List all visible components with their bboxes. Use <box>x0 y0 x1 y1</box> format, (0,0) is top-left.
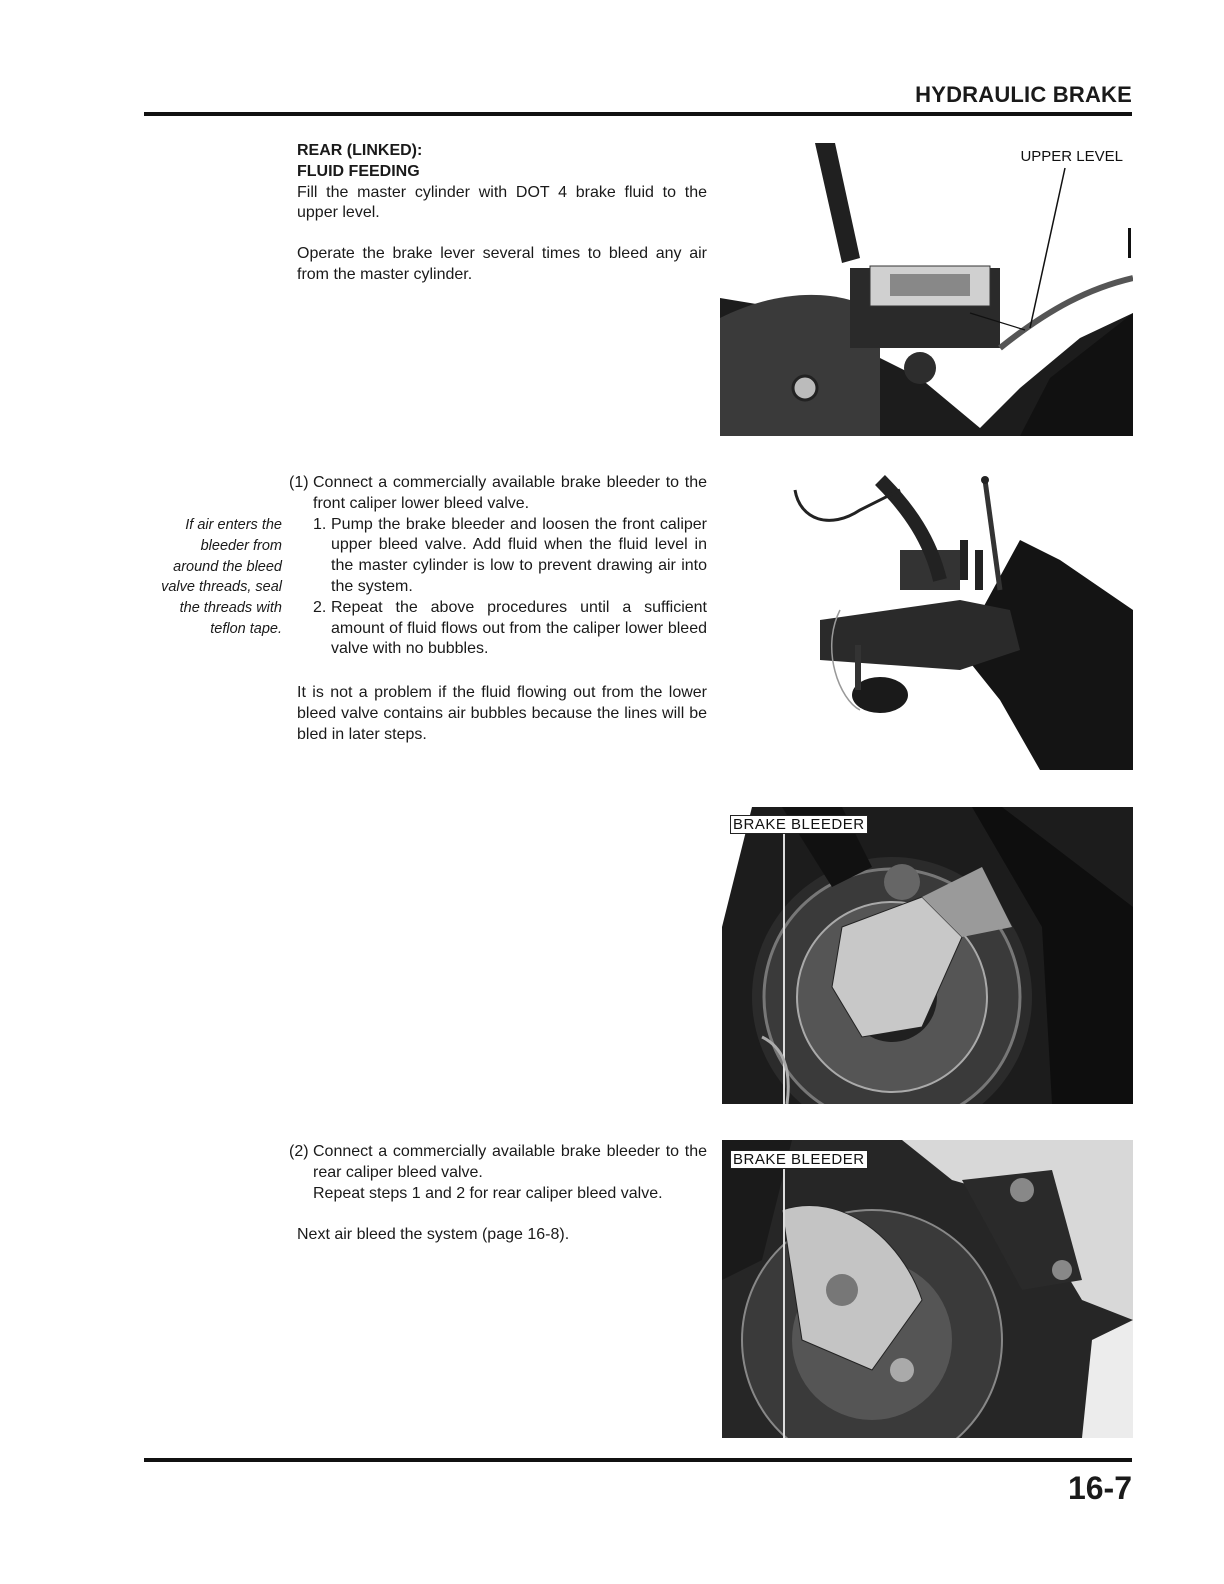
side-note <box>140 515 282 640</box>
step-2-number: (2) <box>289 1143 309 1160</box>
substep-2-number: 2. <box>313 598 327 616</box>
step-2-text: Connect a commercially available brake bleeder to the rear caliper bleed valve. <box>313 1143 707 1181</box>
upper-level-label: UPPER LEVEL <box>1020 148 1123 165</box>
substep-1-number: 1. <box>313 515 327 533</box>
step-1-note: It is not a problem if the fluid flowing out from the lower bleed valve contains air bubbles because the lines will be bled in later steps. <box>297 684 707 743</box>
next-step-text: Next air bleed the system (page 16-8). <box>297 1226 570 1243</box>
rear-caliper-photo <box>722 1140 1133 1438</box>
header-rule <box>144 112 1132 116</box>
page-number: 16-7 <box>1067 1470 1132 1506</box>
front-caliper-photo <box>722 807 1133 1104</box>
master-cylinder-photo <box>720 138 1133 436</box>
step-1-item <box>289 473 707 660</box>
side-note-line: valve threads, seal <box>161 579 282 596</box>
section-title: HYDRAULIC BRAKE <box>915 82 1132 107</box>
step-2-block <box>289 1142 707 1204</box>
footer-rule <box>144 1458 1132 1462</box>
side-note-line: the threads with <box>179 600 282 617</box>
step-2-repeat-text: Repeat steps 1 and 2 for rear caliper bleed valve. <box>313 1184 663 1202</box>
step-1-block <box>289 473 707 660</box>
substep-1-text: Pump the brake bleeder and loosen the front caliper upper bleed valve. Add fluid when the fluid level in the master cylinder is low to prevent drawing air into the system. <box>331 515 707 595</box>
heading-rear-linked: REAR (LINKED): <box>297 142 423 159</box>
substep-2-text: Repeat the above procedures until a sufficient amount of fluid flows out from the caliper lower bleed valve with no bubbles. <box>331 598 707 658</box>
step-2-item <box>289 1142 707 1204</box>
brake-bleeder-label-rear: BRAKE BLEEDER <box>730 1150 868 1169</box>
intro-paragraph-1: Fill the master cylinder with DOT 4 brake fluid to the upper level. <box>297 183 707 222</box>
intro-block <box>297 141 707 286</box>
side-note-line: bleeder from <box>200 537 282 554</box>
step-1-number: (1) <box>289 474 309 491</box>
substep-2 <box>313 598 707 660</box>
bleeder-handlebar-photo <box>760 470 1133 770</box>
brake-bleeder-label-front: BRAKE BLEEDER <box>730 815 868 834</box>
substep-1 <box>313 515 707 598</box>
side-note-line: around the bleed <box>173 558 282 575</box>
step-1-text: Connect a commercially available brake bleeder to the front caliper lower bleed valve. <box>313 474 707 512</box>
heading-fluid-feeding: FLUID FEEDING <box>297 162 420 180</box>
side-note-line: If air enters the <box>185 517 282 533</box>
intro-paragraph-2: Operate the brake lever several times to bleed any air from the master cylinder. <box>297 245 707 283</box>
side-note-line: teflon tape. <box>210 620 282 637</box>
